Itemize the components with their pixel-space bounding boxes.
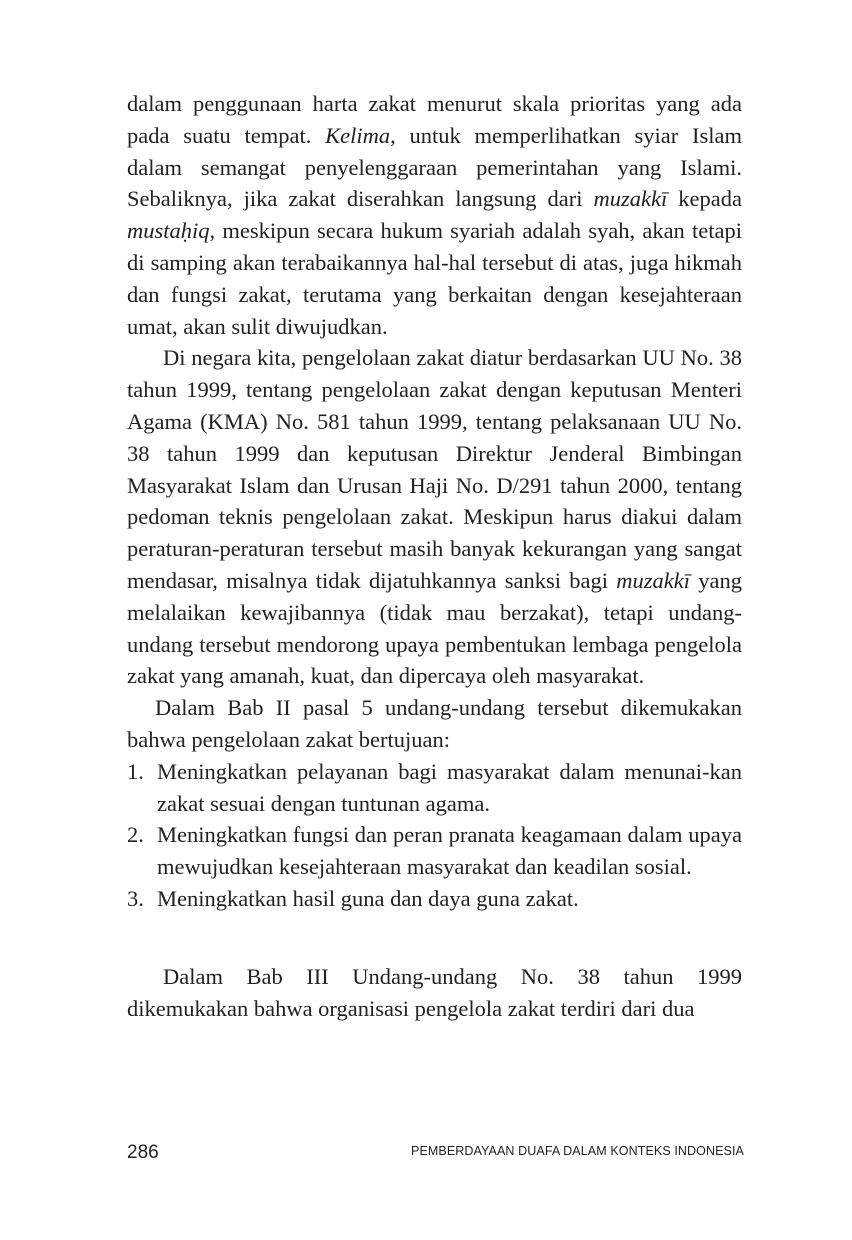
list-item <box>127 819 742 883</box>
paragraph-1-text: dalam penggunaan harta zakat menurut skala prioritas yang ada pada suatu tempat. <box>127 91 742 148</box>
term-mustahiq: mustaḥiq <box>127 218 210 244</box>
list-text: Meningkatkan pelayanan bagi masyarakat dalam menunai-kan zakat sesuai dengan tuntunan agama. <box>157 758 742 816</box>
paragraph-3: Dalam Bab II pasal 5 undang-undang tersebut dikemukakan bahwa pengelolaan zakat bertujuan: <box>127 695 742 752</box>
list-number: 1. <box>127 758 144 784</box>
body-text <box>127 88 742 1024</box>
paragraph-2-text-2: yang melalaikan kewajibannya (tidak mau berzakat), tetapi undang-undang tersebut mendorong upaya pembentukan lembaga pengelola zakat yang amanah, kuat, dan dipercaya oleh masyarakat. <box>127 567 742 689</box>
list-number: 3. <box>127 885 144 911</box>
list-text: Meningkatkan fungsi dan peran pranata keagamaan dalam upaya mewujudkan kesejahteraan masyarakat dan keadilan sosial. <box>157 822 742 880</box>
paragraph-1-text-4: , meskipun secara hukum syariah adalah syah, akan tetapi di samping akan terabaikannya hal-hal tersebut di atas, juga hikmah dan fungsi zakat, terutama yang berkaitan dengan kesejahteraan umat, akan sulit diwujudkan. <box>127 218 742 339</box>
goals-list <box>127 756 742 915</box>
emphasis-kelima: Kelima <box>325 122 391 148</box>
paragraph-1 <box>127 88 742 342</box>
list-item <box>127 756 742 820</box>
term-muzakki: muzakkī <box>593 186 668 212</box>
paragraph-1-text-2: , untuk memperlihatkan syiar Islam dalam semangat penyelenggaraan pemerintahan yang Islami. Sebaliknya, jika zakat diserahkan langsung dari <box>127 122 742 212</box>
page-footer <box>127 1139 744 1167</box>
paragraph-4: Dalam Bab III Undang-undang No. 38 tahun 1999 dikemukakan bahwa organisasi pengelola zakat terdiri dari dua <box>127 963 742 1021</box>
paragraph-2 <box>127 342 742 692</box>
list-text: Meningkatkan hasil guna dan daya guna zakat. <box>157 885 579 911</box>
running-head: PEMBERDAYAAN DUAFA DALAM KONTEKS INDONESIA <box>411 1144 744 1158</box>
paragraph-2-text: Di negara kita, pengelolaan zakat diatur berdasarkan UU No. 38 tahun 1999, tentang pengelolaan zakat dengan keputusan Menteri Agama (KMA) No. 581 tahun 1999, tentang pelaksanaan UU No. 38 tahun 1999 dan keputusan Direktur Jenderal Bimbingan Masyarakat Islam dan Urusan Haji No. D/291 tahun 2000, tentang pedoman teknis pengelolaan zakat. Meskipun harus diakui dalam peraturan-peraturan tersebut masih banyak kekurangan yang sangat mendasar, misalnya tidak dijatuhkannya sanksi bagi <box>127 345 742 593</box>
list-number: 2. <box>127 822 144 848</box>
list-item <box>127 883 742 915</box>
paragraph-1-text-3: kepada <box>667 186 742 212</box>
page-number: 286 <box>127 1142 159 1163</box>
term-muzakki: muzakkī <box>616 567 690 593</box>
